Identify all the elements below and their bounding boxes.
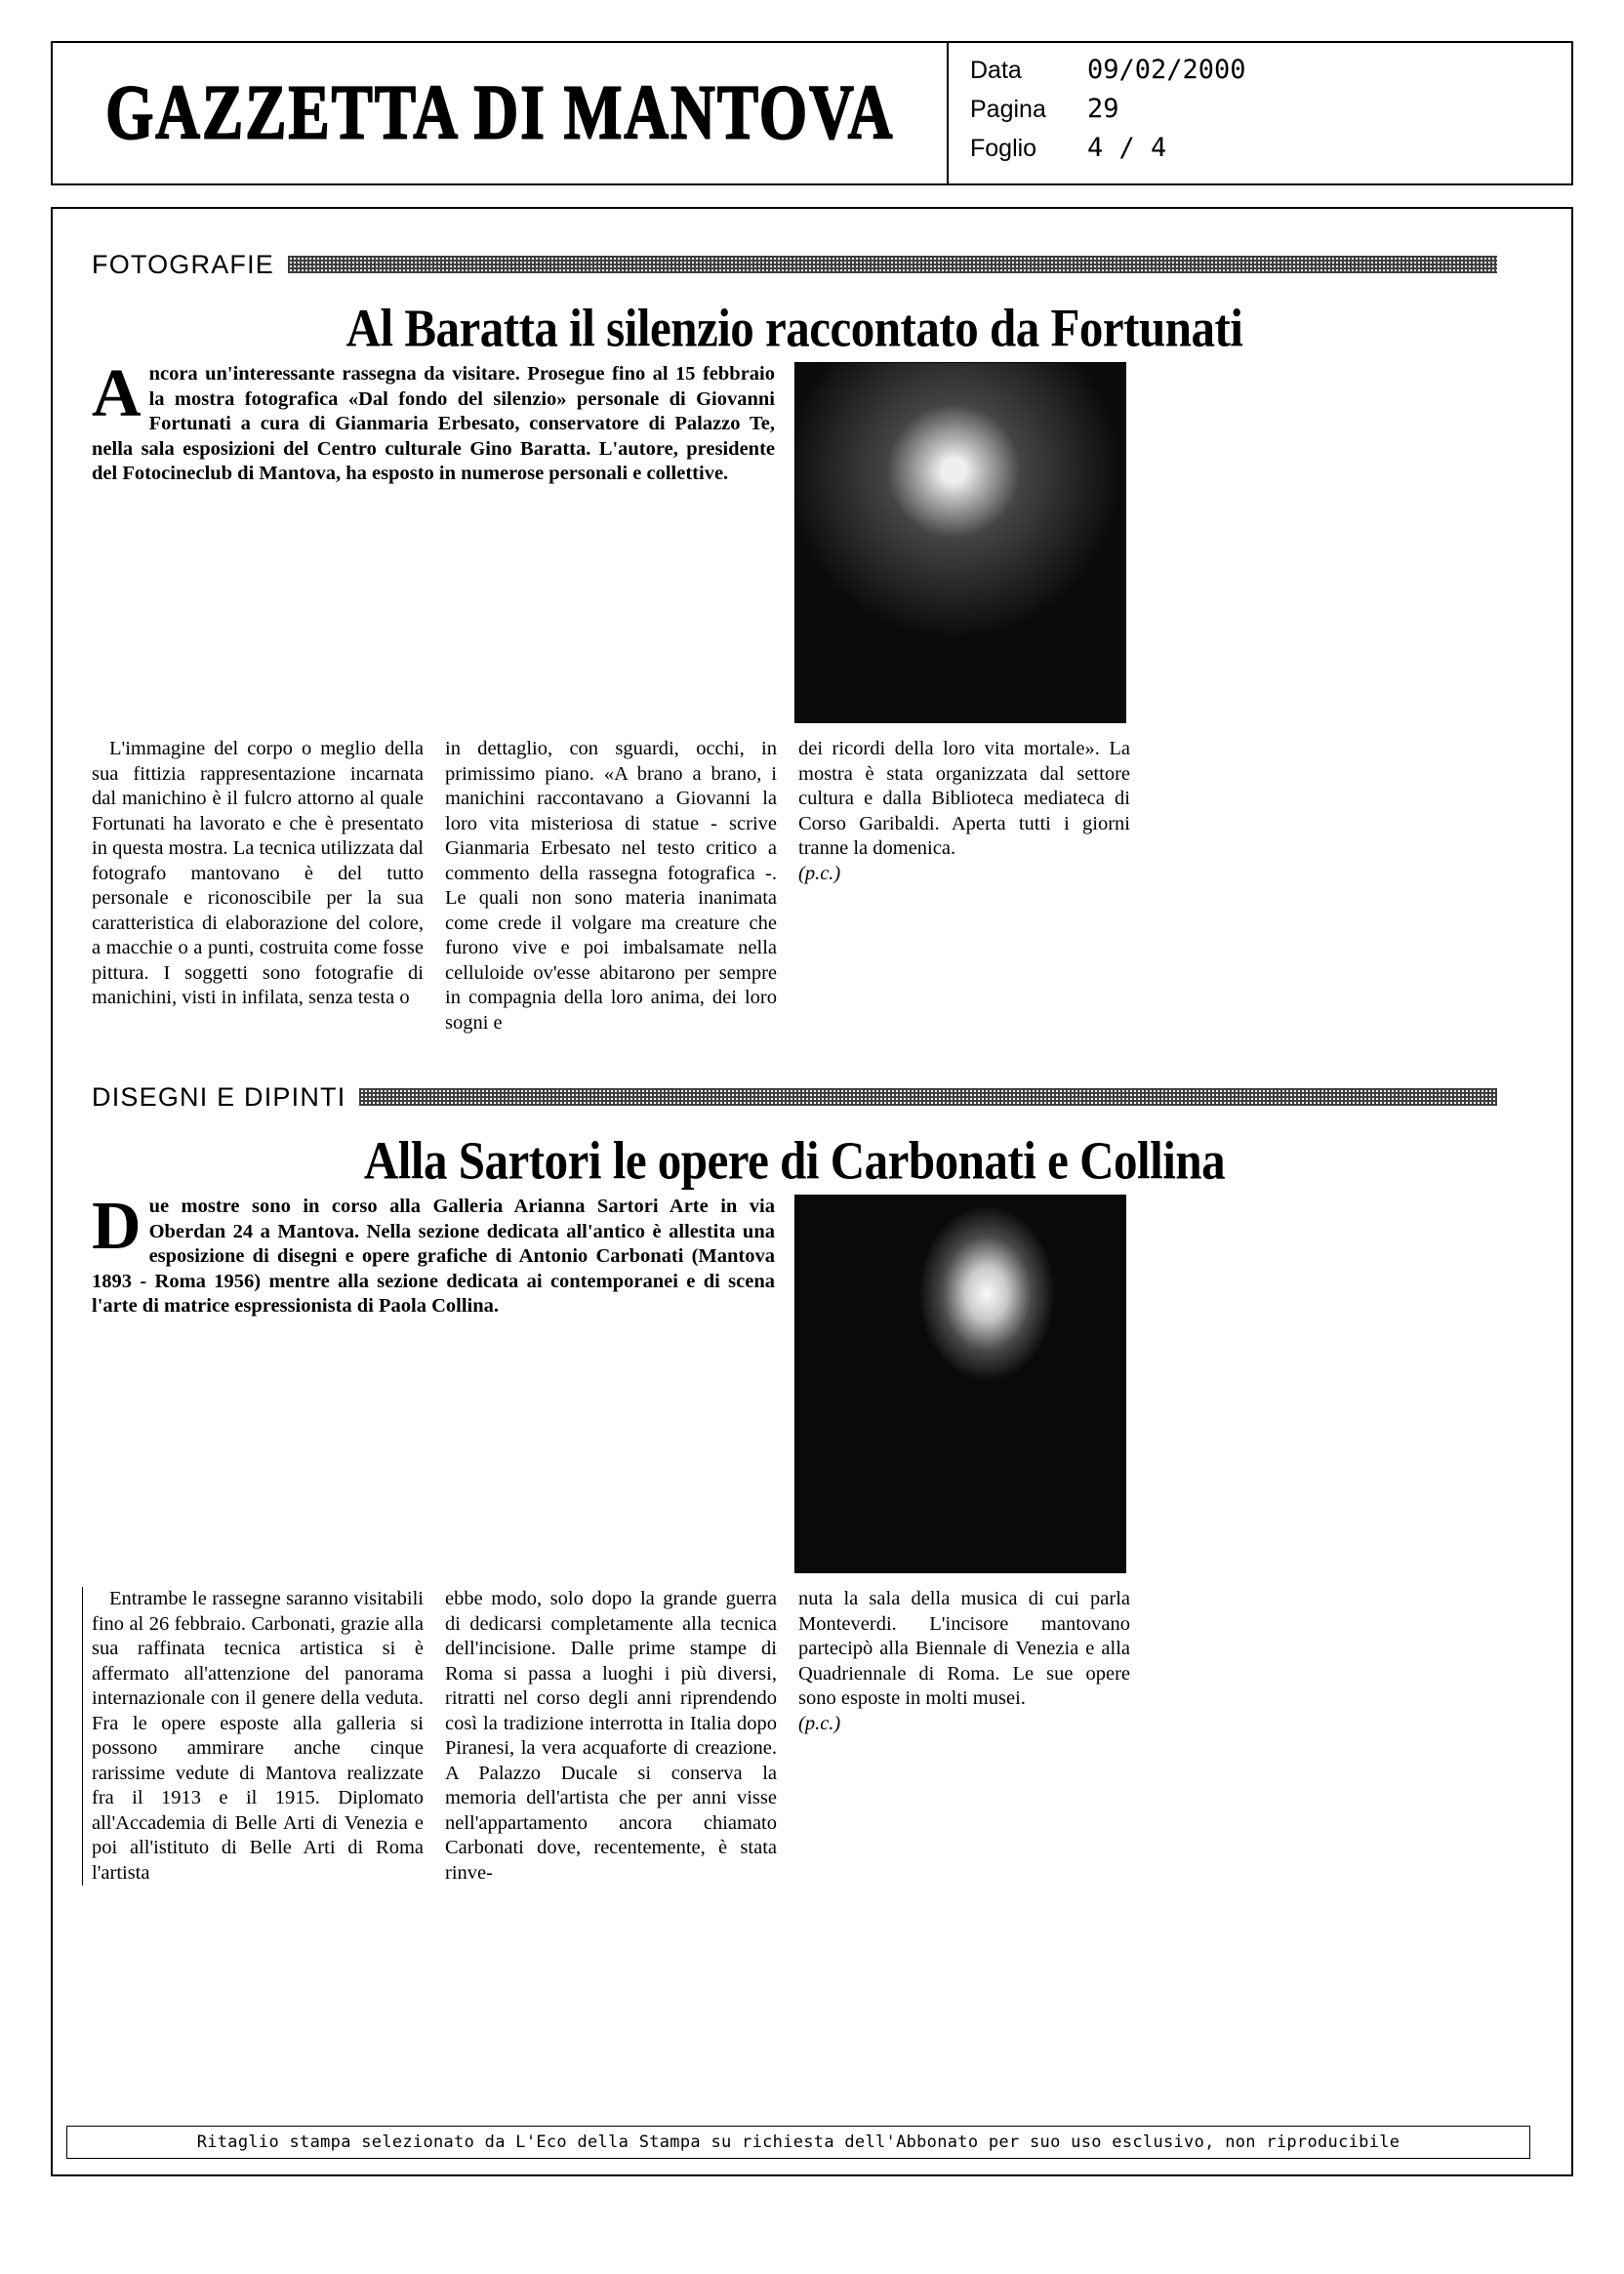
article-column-3 (798, 737, 1130, 1035)
meta-value-foglio: 4 / 4 (1087, 133, 1167, 163)
lede-paragraph-2 (92, 1189, 775, 1320)
column-3-text: dei ricordi della loro vita mortale». La mostra è stata organizzata dal settore cultura e dalla Biblioteca mediateca di Corso Garibaldi. Aperta tutti i giorni tranne la domenica. (798, 738, 1130, 859)
section-kicker-fotografie (92, 248, 1497, 281)
article-headline: Al Baratta il silenzio raccontato da Fortunati (345, 298, 1243, 358)
article2-signature: (p.c.) (798, 1712, 841, 1734)
article-headline-2: Alla Sartori le opere di Carbonati e Collina (363, 1130, 1226, 1191)
paper-title: GAZZETTA DI MANTOVA (104, 69, 895, 155)
meta-label-pagina: Pagina (970, 96, 1046, 123)
dropcap-letter: A (92, 356, 142, 431)
kicker-rule-decoration-2 (359, 1088, 1497, 1106)
article-signature: (p.c.) (798, 862, 841, 884)
meta-label-data: Data (970, 57, 1022, 84)
lede-block (92, 356, 1497, 723)
meta-row-data (970, 55, 1571, 94)
meta-row-foglio (970, 133, 1571, 172)
article2-column-3 (798, 1587, 1130, 1886)
article2-column-2-text: ebbe modo, solo dopo la grande guerra di dedicarsi completamente alla tecnica dell'incisione. Dalle prime stampe di Roma si passa a luoghi i più diversi, ritratti nel corso degli anni riprendendo così la tradizione interrotta in Italia dopo Piranesi, la vera acquaforte di creazione. A Palazzo Ducale si conserva la memoria dell'artista che per anni visse nell'appartamento ancora chiamato Carbonati dove, recentemente, è stata rinve- (445, 1588, 777, 1884)
kicker-label: FOTOGRAFIE (92, 249, 275, 279)
column-2-text: in dettaglio, con sguardi, occhi, in primissimo piano. «A brano a brano, i manichini raccontavano a Giovanni la loro vita misteriosa di statue - scrive Gianmaria Erbesato nel testo critico a commento della rassegna fotografica -. Le quali non sono materia inanimata come crede il volgare ma creature che furono vive e poi imbalsamate nella celluloide ov'esse abitarono per sempre in compagnia della loro anima, dei loro sogni e (445, 738, 777, 1034)
masthead-logo-area (53, 43, 947, 183)
kicker-rule-decoration (288, 256, 1497, 273)
article-fotografie (92, 248, 1497, 1035)
kicker-label-2: DISEGNI E DIPINTI (92, 1081, 346, 1112)
article-column-2 (445, 737, 777, 1035)
article-column-1 (92, 737, 424, 1035)
article2-column-2 (445, 1587, 777, 1886)
article-photo-fortunati (794, 362, 1126, 723)
footer-notice-text: Ritaglio stampa selezionato da L'Eco della Stampa su richiesta dell'Abbonato per suo uso esclusivo, non riproducibile (196, 2132, 1401, 2152)
photo-image-2 (795, 1196, 1125, 1572)
article2-column-3-text: nuta la sala della musica di cui parla Monteverdi. L'incisore mantovano partecipò alla Biennale di Venezia e alla Quadriennale di Roma. Le sue opere sono esposte in molti musei. (798, 1588, 1130, 1709)
meta-value-data: 09/02/2000 (1087, 55, 1246, 85)
lede-text-2: ue mostre sono in corso alla Galleria Arianna Sartori Arte in via Oberdan 24 a Mantova. Nella sezione dedicata all'antico è allestita una esposizione di disegni e opere grafiche di Antonio Carbonati (Mantova 1893 - Roma 1956) mentre alla sezione dedicata ai contemporanei e di scena l'arte di matrice espressionista di Paola Collina. (92, 1196, 775, 1317)
masthead-meta (947, 43, 1571, 183)
article2-column-1-text: Entrambe le rassegne saranno visitabili fino al 26 febbraio. Carbonati, grazie alla sua raffinata tecnica artistica si è affermato all'attenzione del panorama internazionale con il genere della veduta. Fra le opere esposte alla galleria si possono ammirare anche cinque rarissime vedute di Mantova realizzate fra il 1913 e il 1915. Diplomato all'Accademia di Belle Arti di Venezia e poi all'istituto di Belle Arti di Roma l'artista (92, 1588, 424, 1884)
article-disegni-dipinti (92, 1080, 1497, 1886)
meta-label-foglio: Foglio (970, 135, 1037, 162)
article2-column-1 (92, 1587, 424, 1886)
column-rule (82, 1587, 83, 1886)
lede-text: ncora un'interessante rassegna da visitare. Prosegue fino al 15 febbraio la mostra fotografica «Dal fondo del silenzio» personale di Giovanni Fortunati a cura di Gianmaria Erbesato, conservatore di Palazzo Te, nella sala esposizioni del Centro culturale Gino Baratta. L'autore, presidente del Fotocineclub di Mantova, ha esposto in numerose personali e collettive. (92, 363, 775, 484)
article-spacer (92, 1035, 1497, 1080)
footer-notice (66, 2126, 1530, 2159)
lede-paragraph (92, 356, 775, 487)
article-columns (92, 737, 1497, 1035)
section-kicker-disegni (92, 1080, 1497, 1114)
meta-row-pagina (970, 94, 1571, 133)
clipping-frame (51, 207, 1573, 2176)
lede-block-2 (92, 1189, 1497, 1573)
masthead (51, 41, 1573, 185)
article-columns-2 (92, 1587, 1497, 1886)
article-photo-sartori (794, 1195, 1126, 1573)
clipping-content (92, 248, 1497, 1886)
dropcap-letter-2: D (92, 1189, 142, 1264)
column-1-text: L'immagine del corpo o meglio della sua fittizia rappresentazione incarnata dal manichino è il fulcro attorno al quale Fortunati ha lavorato e che è presentato in questa mostra. La tecnica utilizzata dal fotografo mantovano è del tutto personale e riconoscibile per la sua caratteristica di elaborazione del colore, a macchie o a punti, costruita come fosse pittura. I soggetti sono fotografie di manichini, visti in infilata, senza testa o (92, 738, 424, 1008)
photo-image (795, 363, 1125, 722)
meta-value-pagina: 29 (1087, 94, 1119, 124)
